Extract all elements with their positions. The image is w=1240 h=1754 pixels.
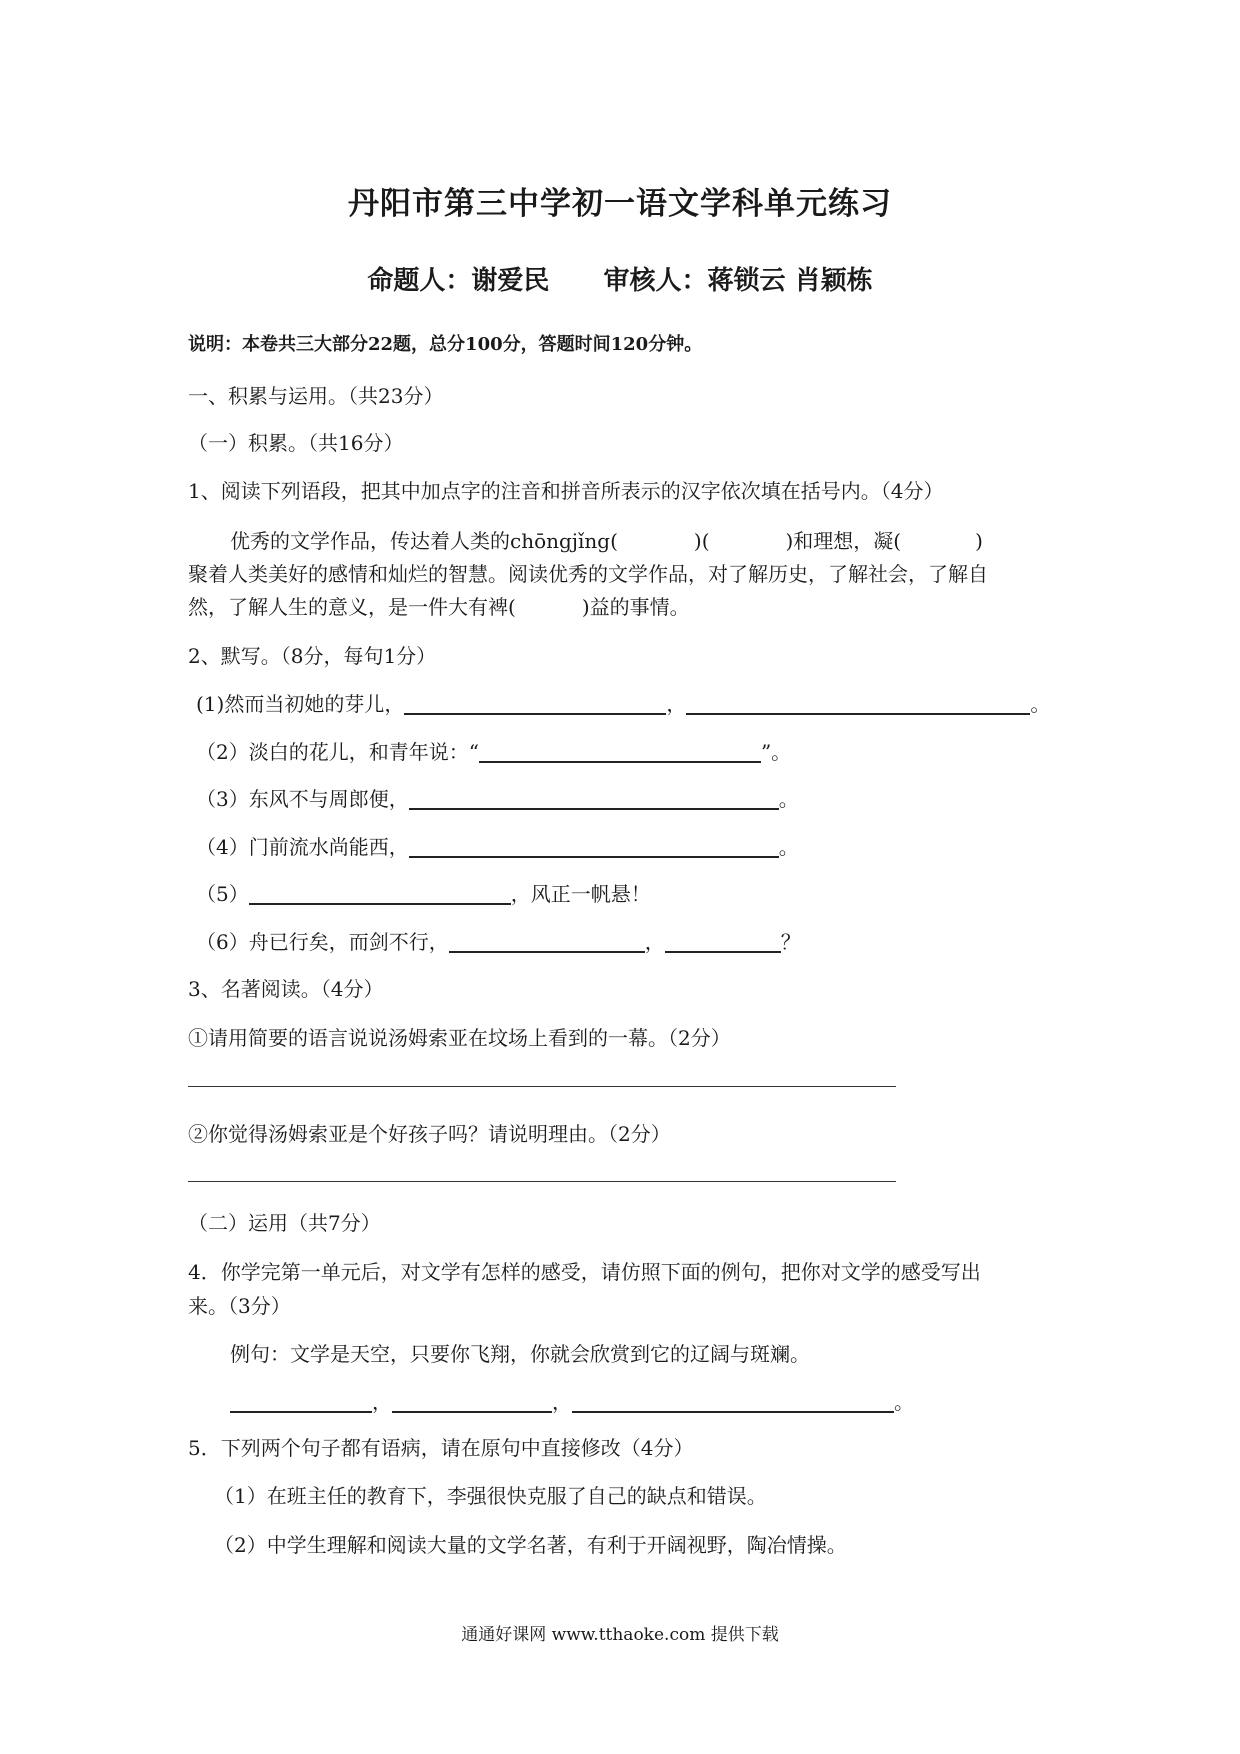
q1-line1 xyxy=(230,525,983,554)
q1-line3 xyxy=(188,591,690,620)
instructions: 说明：本卷共三大部分22题，总分100分，答题时间120分钟。 xyxy=(188,334,703,355)
section1-heading: （一）积累。（共16分） xyxy=(188,431,404,455)
q1-line1-text-b: )( xyxy=(693,529,710,553)
q4-blank-1[interactable] xyxy=(230,1389,372,1413)
page-title: 丹阳市第三中学初一语文学科单元练习 xyxy=(348,186,892,222)
q3-answer-line-2[interactable] xyxy=(188,1181,896,1182)
q4-answer xyxy=(230,1386,914,1415)
q1-line2: 聚着人类美好的感情和灿烂的智慧。阅读优秀的文学作品，对了解历史，了解社会，了解自 xyxy=(188,562,988,586)
q4-prompt-line1: 4．你学完第一单元后，对文学有怎样的感受，请仿照下面的例句，把你对文学的感受写出 xyxy=(188,1260,981,1284)
q2-item-3-blank[interactable] xyxy=(409,786,779,810)
q2-item-5-end: ，风正一帆悬！ xyxy=(510,882,651,906)
q2-item-3-end: 。 xyxy=(778,787,799,811)
q2-item-6-text: （6）舟已行矣，而剑不行， xyxy=(196,930,449,954)
q1-line1-text-c: )和理想，凝( xyxy=(785,529,902,553)
q2-item-3-text: （3）东风不与周郎便， xyxy=(196,787,409,811)
q1-line3-text-b: )益的事情。 xyxy=(581,595,690,619)
q4-example: 例句：文学是天空，只要你飞翔，你就会欣赏到它的辽阔与斑斓。 xyxy=(230,1342,810,1366)
q5-sentence-2: （2）中学生理解和阅读大量的文学名著，有利于开阔视野，陶冶情操。 xyxy=(214,1533,847,1557)
q4-prompt-line2: 来。（3分） xyxy=(188,1294,291,1318)
q3-prompt: 3、名著阅读。（4分） xyxy=(188,977,384,1001)
q4-end: 。 xyxy=(894,1390,914,1414)
footer: 通通好课网 www.tthaoke.com 提供下载 xyxy=(461,1625,779,1645)
q4-sep-2: ， xyxy=(552,1390,572,1414)
q2-item-5-blank[interactable] xyxy=(249,881,511,905)
author-line xyxy=(0,260,1240,297)
q4-blank-3[interactable] xyxy=(572,1389,894,1413)
part1-heading: 一、积累与运用。（共23分） xyxy=(188,384,444,408)
q2-item-4 xyxy=(196,831,799,860)
q2-item-6-sep: ， xyxy=(644,930,665,954)
reviewer-label: 审核人：蒋锁云 肖颖栋 xyxy=(603,266,873,296)
q2-item-2-blank[interactable] xyxy=(479,739,761,763)
q2-item-1-sep: ， xyxy=(666,692,687,716)
q4-sep-1: ， xyxy=(372,1390,392,1414)
q1-line1-text-a: 优秀的文学作品，传达着人类的chōngjǐng( xyxy=(230,529,618,553)
q2-item-6-blank-a[interactable] xyxy=(449,929,645,953)
q2-item-1 xyxy=(196,688,1050,717)
q5-sentence-1: （1）在班主任的教育下，李强很快克服了自己的缺点和错误。 xyxy=(214,1484,767,1508)
q2-item-6-end: ？ xyxy=(780,930,801,954)
q2-item-1-blank-a[interactable] xyxy=(404,691,666,715)
q3-answer-line-1[interactable] xyxy=(188,1086,896,1087)
q5-prompt: 5．下列两个句子都有语病，请在原句中直接修改（4分） xyxy=(188,1436,694,1460)
q1-line1-text-d: ) xyxy=(975,529,983,553)
q2-item-4-blank[interactable] xyxy=(409,834,779,858)
q2-item-3 xyxy=(196,783,799,812)
q2-item-5-text: （5） xyxy=(196,882,249,906)
q2-item-4-end: 。 xyxy=(778,835,799,859)
q2-item-1-blank-b[interactable] xyxy=(686,691,1030,715)
q2-item-4-text: （4）门前流水尚能西， xyxy=(196,835,409,859)
q3-sub1: ①请用简要的语言说说汤姆索亚在坟场上看到的一幕。（2分） xyxy=(188,1026,731,1050)
q2-item-6-blank-b[interactable] xyxy=(665,929,781,953)
q2-item-2 xyxy=(196,736,791,765)
q2-item-1-end: 。 xyxy=(1030,692,1051,716)
q2-item-5 xyxy=(196,878,651,907)
q2-item-1-text: (1)然而当初她的芽儿， xyxy=(196,692,405,716)
q4-blank-2[interactable] xyxy=(392,1389,552,1413)
q1-prompt: 1、阅读下列语段，把其中加点字的注音和拼音所表示的汉字依次填在括号内。（4分） xyxy=(188,479,944,503)
author-label: 命题人：谢爱民 xyxy=(367,266,550,296)
q3-sub2: ②你觉得汤姆索亚是个好孩子吗？请说明理由。（2分） xyxy=(188,1122,671,1146)
q1-line3-text-a: 然，了解人生的意义，是一件大有裨( xyxy=(188,595,516,619)
q2-prompt: 2、默写。（8分，每句1分） xyxy=(188,644,437,668)
q2-item-6 xyxy=(196,926,801,955)
section2-heading: （二）运用（共7分） xyxy=(188,1211,381,1235)
q2-item-2-text: （2）淡白的花儿，和青年说：“ xyxy=(196,740,479,764)
q2-item-2-end: ”。 xyxy=(760,740,792,764)
